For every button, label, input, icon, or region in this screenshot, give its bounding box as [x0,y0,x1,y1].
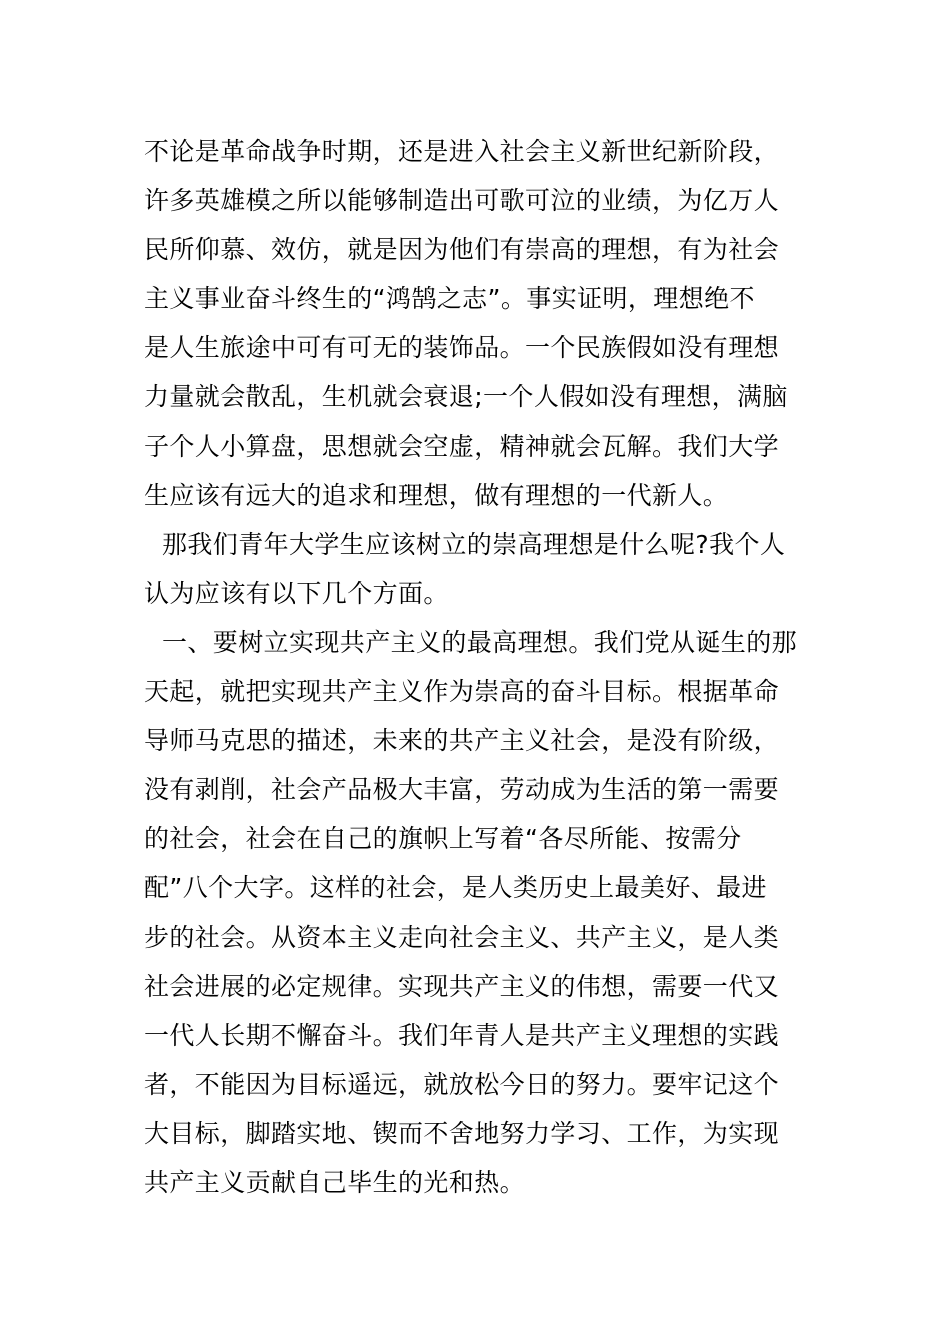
text-line: 是人生旅途中可有可无的装饰品。一个民族假如没有理想 [144,333,780,363]
text-line: 力量就会散乱，生机就会衰退;一个人假如没有理想，满脑 [144,382,788,412]
text-line: 配”八个大字。这样的社会，是人类历史上最美好、最进 [144,873,767,903]
text-line: 步的社会。从资本主义走向社会主义、共产主义，是人类 [144,922,780,952]
text-line: 生应该有远大的追求和理想，做有理想的一代新人。 [144,480,729,510]
paragraph-point-one [144,618,814,1207]
text-line: 社会进展的必定规律。实现共产主义的伟想，需要一代又 [144,971,780,1001]
text-line: 共产主义贡献自己毕生的光和热。 [144,1167,526,1197]
text-line: 者，不能因为目标遥远，就放松今日的努力。要牢记这个 [144,1069,780,1099]
text-line: 一代人长期不懈奋斗。我们年青人是共产主义理想的实践 [144,1020,780,1050]
paragraph-ideals-importance [144,127,814,520]
text-line: 主义事业奋斗终生的“鸿鹄之志”。事实证明，理想绝不 [144,284,755,314]
text-line: 大目标，脚踏实地、锲而不舍地努力学习、工作，为实现 [144,1118,780,1148]
text-line: 的社会，社会在自己的旗帜上写着“各尽所能、按需分 [144,824,742,854]
text-line: 导师马克思的描述，未来的共产主义社会，是没有阶级， [144,726,780,756]
paragraph-question [144,520,814,618]
text-line: 认为应该有以下几个方面。 [144,578,449,608]
text-line: 民所仰慕、效仿，就是因为他们有崇高的理想，有为社会 [144,235,780,265]
text-line: 天起，就把实现共产主义作为崇高的奋斗目标。根据革命 [144,677,780,707]
text-line: 一、要树立实现共产主义的最高理想。我们党从诞生的那 [162,627,798,657]
text-line: 许多英雄模之所以能够制造出可歌可泣的业绩，为亿万人 [144,186,780,216]
text-line: 没有剥削，社会产品极大丰富，劳动成为生活的第一需要 [144,775,780,805]
text-line: 不论是革命战争时期，还是进入社会主义新世纪新阶段， [144,137,780,166]
text-line: 子个人小算盘，思想就会空虚，精神就会瓦解。我们大学 [144,431,780,461]
document-body [144,127,814,1207]
text-line: 那我们青年大学生应该树立的崇高理想是什么呢?我个人 [162,529,786,559]
